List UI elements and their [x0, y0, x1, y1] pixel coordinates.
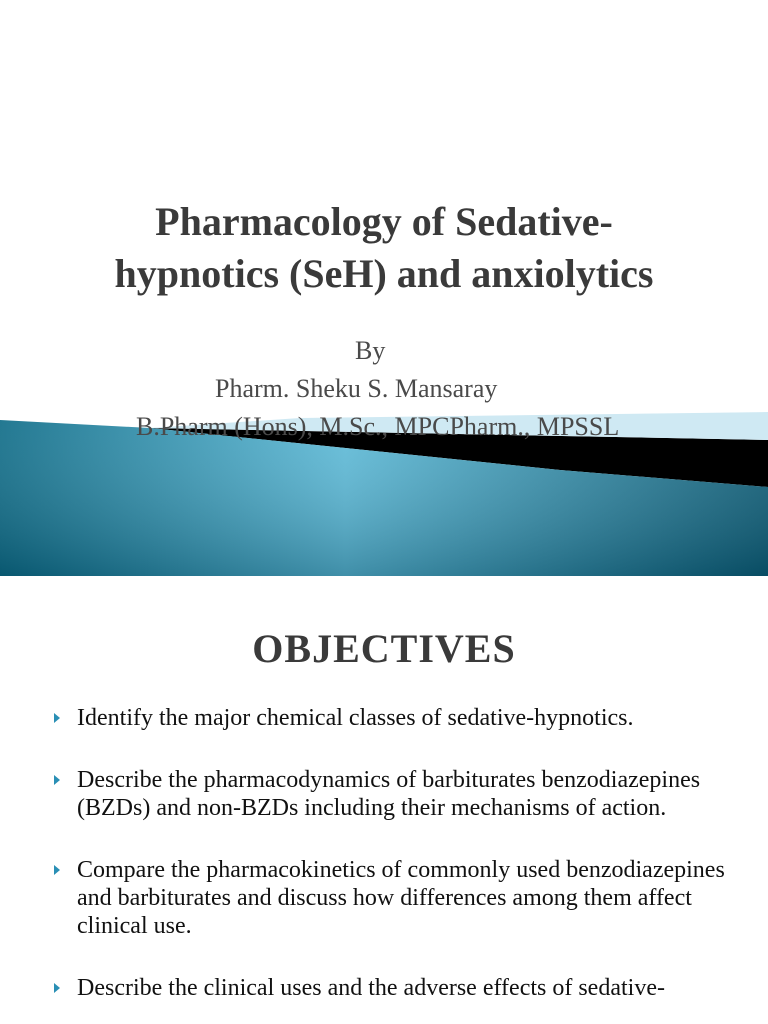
title-line-1: Pharmacology of Sedative-: [155, 199, 613, 244]
list-item: [0, 704, 768, 732]
list-item-text: Describe the clinical uses and the adverse effects of sedative-: [77, 975, 665, 1001]
objectives-list: [0, 704, 768, 1024]
author-credentials: B.Pharm (Hons), M.Sc., MPCPharm., MPSSL: [136, 412, 620, 441]
objectives-slide: [0, 576, 768, 1024]
list-item-text: Identify the major chemical classes of sedative-hypnotics.: [77, 705, 634, 731]
triangle-bullet-icon: [54, 983, 60, 993]
triangle-bullet-icon: [54, 775, 60, 785]
author-name: Pharm. Sheku S. Mansaray: [215, 374, 498, 403]
list-item: [0, 766, 768, 822]
objectives-heading: OBJECTIVES: [252, 626, 516, 671]
by-label: By: [355, 336, 386, 365]
list-item: [0, 856, 768, 940]
triangle-bullet-icon: [54, 865, 60, 875]
list-item-text: Compare the pharmacokinetics of commonly used benzodiazepines and barbiturates and discuss how differences among them affect clinical use.: [77, 857, 725, 939]
title-line-2: hypnotics (SeH) and anxiolytics: [114, 251, 654, 296]
list-item-text: Describe the pharmacodynamics of barbiturates benzodiazepines (BZDs) and non-BZDs including their mechanisms of action.: [77, 767, 701, 821]
slide-title: [0, 196, 768, 300]
triangle-bullet-icon: [54, 713, 60, 723]
list-item: [0, 974, 768, 1002]
